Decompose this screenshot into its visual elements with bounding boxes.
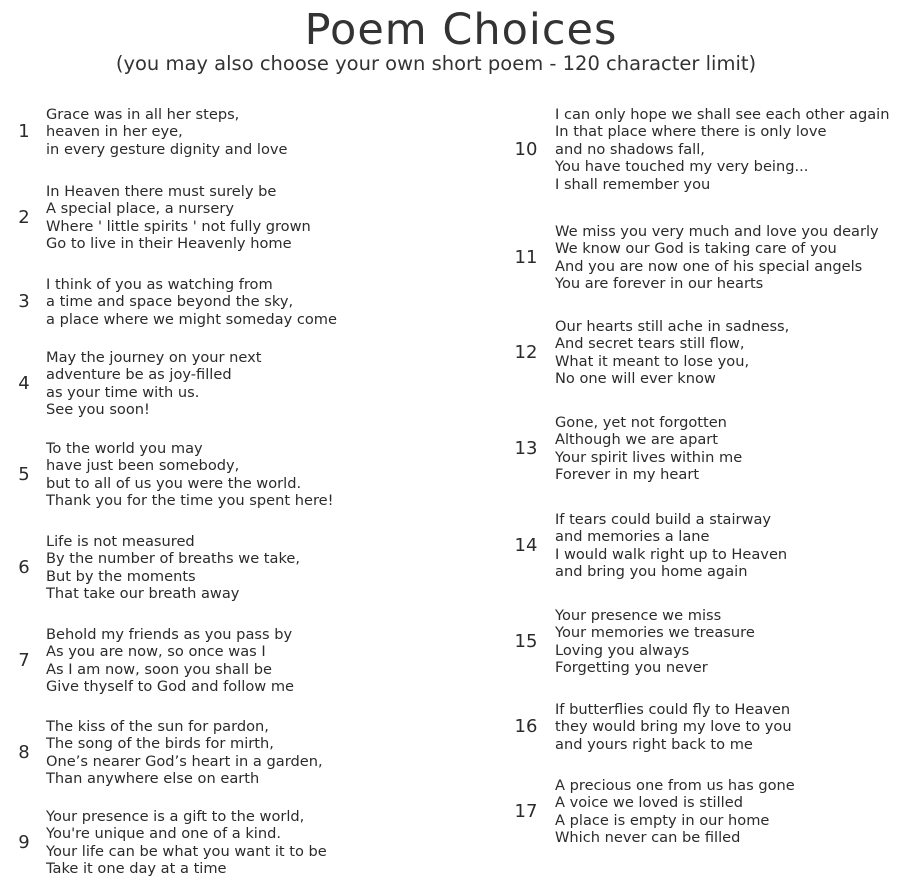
poem-text: [555, 511, 787, 581]
poem-line: You are forever in our hearts: [555, 275, 764, 293]
poem-text: [555, 414, 742, 484]
poem-text: [555, 318, 789, 388]
poem-line: as your time with us.: [46, 383, 200, 401]
poem-line: Your presence is a gift to the world,: [46, 808, 305, 825]
poem-line: And you are now one of his special angels: [555, 257, 863, 275]
poem-line: A precious one from us has gone: [555, 777, 795, 794]
poem-line: We miss you very much and love you dearly: [555, 223, 879, 240]
poem-number: 3: [18, 291, 30, 313]
poem-line: they would bring my love to you: [555, 718, 792, 736]
poem-line: Take it one day at a time: [46, 860, 227, 878]
poem-line: Grace was in all her steps,: [46, 106, 240, 123]
poem-text: [46, 533, 300, 603]
poem-line: As you are now, so once was I: [46, 643, 266, 661]
poem-line: Our hearts still ache in sadness,: [555, 318, 790, 335]
poem-text: [46, 808, 327, 878]
poem-number: 12: [514, 341, 538, 363]
poem-text: [46, 276, 337, 328]
poem-text: [46, 183, 311, 253]
poem-line: May the journey on your next: [46, 349, 262, 366]
poem-line: Where ' little spirits ' not fully grown: [46, 217, 311, 235]
poem-line: Forever in my heart: [555, 466, 700, 484]
poem-line: Give thyself to God and follow me: [46, 678, 295, 696]
poem-line: Forgetting you never: [555, 659, 708, 677]
poem-text: [46, 440, 333, 510]
page-title: Poem Choices: [304, 5, 618, 55]
poem-text: [555, 106, 889, 193]
poem-number: 2: [18, 206, 30, 228]
poem-line: A place is empty in our home: [555, 811, 770, 829]
poem-line: a place where we might someday come: [46, 310, 337, 328]
poem-line: I would walk right up to Heaven: [555, 545, 788, 563]
poem-line: Loving you always: [555, 641, 690, 659]
poem-text: [555, 777, 795, 847]
poem-line: adventure be as joy-filled: [46, 366, 232, 384]
poem-line: Your presence we miss: [555, 607, 722, 624]
poem-line: a time and space beyond the sky,: [46, 293, 294, 311]
poem-text: [555, 701, 792, 753]
poem-line: A special place, a nursery: [46, 200, 235, 218]
poem-line: I can only hope we shall see each other again: [555, 106, 890, 123]
poem-line: As I am now, soon you shall be: [46, 660, 272, 678]
poem-number: 16: [514, 716, 538, 738]
poem-line: and bring you home again: [555, 563, 748, 581]
poem-line: In Heaven there must surely be: [46, 183, 277, 200]
poem-number: 6: [18, 556, 30, 578]
poem-line: No one will ever know: [555, 370, 716, 388]
poem-line: If tears could build a stairway: [555, 511, 772, 528]
poem-line: in every gesture dignity and love: [46, 140, 288, 158]
poem-line: Go to live in their Heavenly home: [46, 235, 292, 253]
poem-line: One’s nearer God’s heart in a garden,: [46, 752, 323, 770]
poem-line: Gone, yet not forgotten: [555, 414, 727, 431]
poem-number: 7: [18, 649, 30, 671]
poem-line: If butterflies could fly to Heaven: [555, 701, 791, 718]
poem-line: In that place where there is only love: [555, 123, 827, 141]
poem-line: I think of you as watching from: [46, 276, 273, 293]
poem-number: 15: [514, 630, 538, 652]
poem-line: The song of the birds for mirth,: [46, 735, 274, 753]
poem-line: We know our God is taking care of you: [555, 240, 837, 258]
poem-number: 14: [514, 534, 538, 556]
poem-line: Behold my friends as you pass by: [46, 626, 293, 643]
poem-line: By the number of breaths we take,: [46, 550, 301, 568]
poem-line: Your life can be what you want it to be: [46, 842, 327, 860]
poem-line: and yours right back to me: [555, 735, 753, 753]
poem-number: 5: [18, 463, 30, 485]
poem-line: Your spirit lives within me: [555, 448, 743, 466]
poem-line: Although we are apart: [555, 431, 719, 449]
poem-text: [46, 349, 261, 419]
poem-line: What it meant to lose you,: [555, 352, 750, 370]
poem-line: See you soon!: [46, 401, 150, 419]
poem-line: have just been somebody,: [46, 457, 240, 475]
poem-line: Than anywhere else on earth: [46, 770, 260, 788]
poem-line: You have touched my very being...: [555, 158, 809, 176]
poem-number: 17: [514, 800, 538, 822]
poem-number: 1: [18, 121, 30, 143]
poem-text: [46, 718, 323, 788]
poem-line: and memories a lane: [555, 528, 710, 546]
poem-line: and no shadows fall,: [555, 140, 705, 158]
poem-number: 11: [514, 246, 538, 268]
poem-line: Thank you for the time you spent here!: [46, 492, 334, 510]
poem-line: But by the moments: [46, 567, 196, 585]
poem-text: [555, 223, 879, 293]
poem-line: Life is not measured: [46, 533, 195, 550]
poem-text: [555, 607, 755, 677]
poem-number: 8: [18, 741, 30, 763]
poem-text: [46, 106, 288, 158]
poem-text: [46, 626, 294, 696]
poem-number: 13: [514, 437, 538, 459]
poem-line: That take our breath away: [46, 585, 240, 603]
poem-line: Your memories we treasure: [555, 624, 755, 642]
poem-line: The kiss of the sun for pardon,: [46, 718, 269, 735]
poem-line: And secret tears still flow,: [555, 335, 745, 353]
poem-line: I shall remember you: [555, 175, 711, 193]
page-subtitle: (you may also choose your own short poem - 120 character limit): [115, 52, 757, 75]
poem-number: 10: [514, 138, 538, 160]
poem-number: 9: [18, 831, 30, 853]
poem-line: You're unique and one of a kind.: [46, 825, 281, 843]
poem-line: A voice we loved is stilled: [555, 794, 743, 812]
poem-line: heaven in her eye,: [46, 123, 183, 141]
poem-line: To the world you may: [46, 440, 203, 457]
poem-number: 4: [18, 372, 30, 394]
poem-line: Which never can be filled: [555, 829, 741, 847]
poem-line: but to all of us you were the world.: [46, 474, 302, 492]
